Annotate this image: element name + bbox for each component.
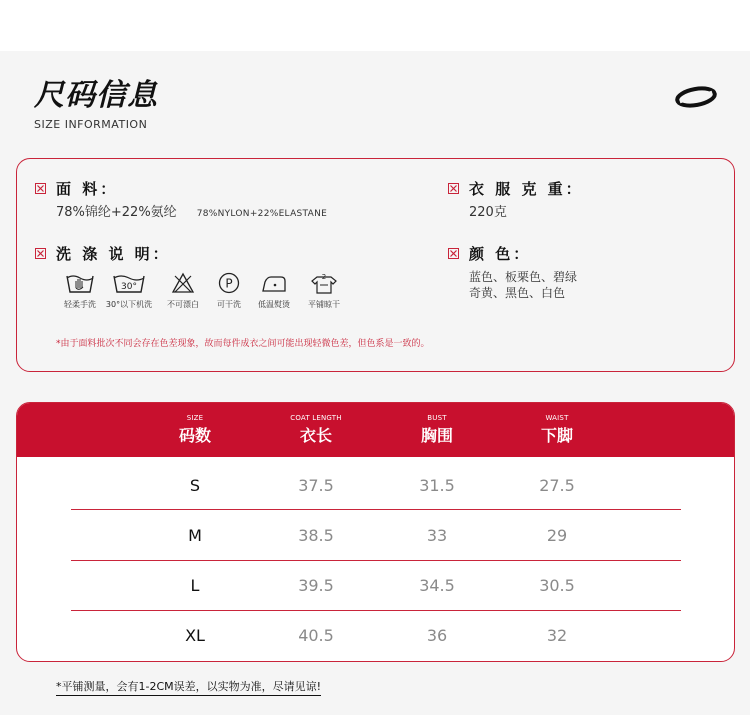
- colors-line-1: 蓝色、板栗色、碧绿: [469, 270, 578, 284]
- size-table: [16, 402, 735, 662]
- page-title: 尺码信息: [34, 78, 158, 113]
- x-mark-icon: [35, 248, 46, 259]
- size-table-header: [17, 403, 734, 457]
- table-row: L 39.5 34.5 30.5: [190, 576, 575, 595]
- svg-text:2: 2: [321, 273, 327, 281]
- washing-section: [35, 243, 171, 263]
- wash-item: P 可干洗: [208, 271, 250, 310]
- fabric-value-cn: 78%锦纶+22%氨纶: [56, 205, 177, 220]
- svg-text:P: P: [225, 276, 233, 291]
- measurement-footnote: *平铺测量，会有1-2CM误差，以实物为准，尽请见谅!: [56, 678, 321, 696]
- dry-clean-p-icon: [218, 272, 240, 294]
- page-subtitle: SIZE INFORMATION: [34, 118, 148, 131]
- weight-title: 衣 服 克 重：: [469, 179, 584, 198]
- row-divider: [71, 509, 681, 510]
- x-mark-icon: [448, 183, 459, 194]
- washing-icons: [60, 271, 350, 310]
- fabric-title: 面 料：: [56, 179, 119, 198]
- low-iron-icon: [260, 272, 288, 294]
- header-bust: BUST 胸围: [420, 414, 453, 445]
- table-row: M 38.5 33 29: [188, 526, 568, 545]
- weight-value: 220克: [469, 205, 507, 220]
- no-bleach-icon: [171, 272, 195, 294]
- machine-wash-30-icon: [112, 272, 146, 294]
- flat-dry-icon: [309, 271, 339, 295]
- wash-item: 不可漂白: [158, 271, 208, 310]
- header-waist: WAIST 下脚: [540, 414, 573, 445]
- table-row: S 37.5 31.5 27.5: [189, 476, 575, 495]
- washing-title: 洗 涤 说 明：: [56, 244, 171, 263]
- weight-section: [448, 178, 584, 222]
- top-banner: [0, 0, 750, 51]
- wash-item: 低温熨烫: [250, 271, 298, 310]
- header-size: SIZE 码数: [178, 414, 211, 445]
- fabric-section: [35, 178, 327, 222]
- x-mark-icon: [35, 183, 46, 194]
- colors-section: [448, 243, 577, 301]
- x-mark-icon: [448, 248, 459, 259]
- color-difference-note: *由于面料批次不同会存在色差现象，故而每件成衣之间可能出现轻微色差，但色系是一致的。: [56, 339, 430, 349]
- table-row: XL 40.5 36 32: [185, 626, 568, 645]
- title-block: [34, 80, 158, 131]
- colors-line-2: 奇黄、黑色、白色: [469, 286, 566, 300]
- fabric-value-en: 78%NYLON+22%ELASTANE: [196, 209, 328, 219]
- wash-item: 2 平铺晾干: [308, 273, 340, 309]
- wash-item: 30° 30°以下机洗: [100, 271, 158, 310]
- wash-item: 轻柔手洗: [60, 271, 100, 310]
- colors-title: 颜 色：: [469, 244, 532, 263]
- header-coat-length: COAT LENGTH 衣长: [290, 414, 342, 445]
- hand-wash-icon: [65, 272, 95, 294]
- brand-swoosh-logo: [674, 86, 718, 108]
- product-info-box: [16, 158, 735, 372]
- svg-text:30°: 30°: [121, 282, 137, 292]
